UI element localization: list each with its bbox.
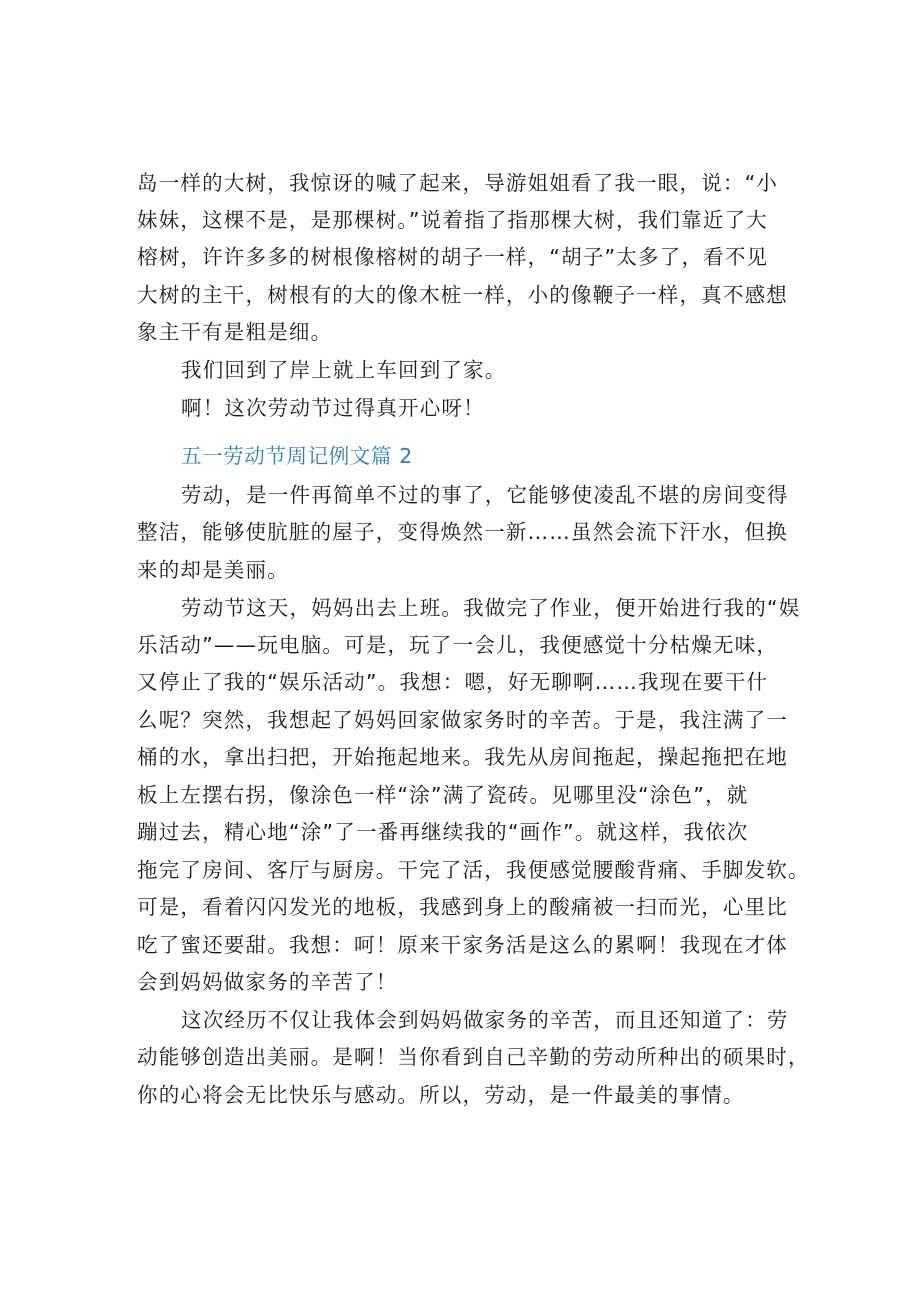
paragraph-2: 我们回到了岸上就上车回到了家。 bbox=[181, 358, 507, 382]
paragraph-1-line-5: 象主干有是粗是细。 bbox=[137, 320, 333, 344]
paragraph-1-line-4: 大树的主干，树根有的大的像木桩一样，小的像鞭子一样，真不感想 bbox=[137, 283, 788, 307]
paragraph-4-line-3: 来的却是美丽。 bbox=[137, 558, 289, 582]
paragraph-6-line-2: 动能够创造出美丽。是啊！当你看到自己辛勤的劳动所种出的硕果时， bbox=[137, 1045, 810, 1069]
paragraph-5-line-4: 么呢？突然，我想起了妈妈回家做家务时的辛苦。于是，我注满了一 bbox=[137, 708, 788, 732]
paragraph-5-line-6: 板上左摆右拐，像涂色一样“涂”满了瓷砖。见哪里没“涂色”，就 bbox=[137, 783, 749, 807]
paragraph-5-line-5: 桶的水，拿出扫把，开始拖起地来。我先从房间拖起，操起拖把在地 bbox=[137, 745, 788, 769]
paragraph-5-line-10: 吃了蜜还要甜。我想：呵！原来干家务活是这么的累啊！我现在才体 bbox=[137, 933, 788, 957]
paragraph-1-line-2: 妹妹，这棵不是，是那棵树。”说着指了指那棵大树，我们靠近了大 bbox=[137, 208, 768, 232]
paragraph-5-line-2: 乐活动”——玩电脑。可是，玩了一会儿，我便感觉十分枯燥无味， bbox=[137, 633, 779, 657]
section-heading: 五一劳动节周记例文篇 2 bbox=[181, 444, 413, 468]
paragraph-5-line-3: 又停止了我的“娱乐活动”。我想：嗯，好无聊啊……我现在要干什 bbox=[137, 670, 769, 694]
paragraph-4-line-2: 整洁，能够使肮脏的屋子，变得焕然一新……虽然会流下汗水，但换 bbox=[137, 520, 788, 544]
paragraph-5-line-7: 蹦过去，精心地“涂”了一番再继续我的“画作”。就这样，我依次 bbox=[137, 820, 749, 844]
paragraph-5-line-1: 劳动节这天，妈妈出去上班。我做完了作业，便开始进行我的“娱 bbox=[181, 596, 801, 620]
paragraph-6-line-3: 你的心将会无比快乐与感动。所以，劳动，是一件最美的事情。 bbox=[137, 1083, 745, 1107]
paragraph-1-line-3: 榕树，许许多多的树根像榕树的胡子一样，“胡子”太多了，看不见 bbox=[137, 245, 769, 269]
paragraph-3: 啊！这次劳动节过得真开心呀！ bbox=[181, 396, 485, 420]
paragraph-1-line-1: 岛一样的大树，我惊讶的喊了起来，导游姐姐看了我一眼，说：“小 bbox=[137, 171, 779, 195]
paragraph-5-line-8: 拖完了房间、客厅与厨房。干完了活，我便感觉腰酸背痛、手脚发软。 bbox=[137, 858, 810, 882]
paragraph-6-line-1: 这次经历不仅让我体会到妈妈做家务的辛苦，而且还知道了：劳 bbox=[181, 1008, 789, 1032]
paragraph-4-line-1: 劳动，是一件再简单不过的事了，它能够使凌乱不堪的房间变得 bbox=[181, 483, 789, 507]
paragraph-5-line-11: 会到妈妈做家务的辛苦了！ bbox=[137, 970, 398, 994]
paragraph-5-line-9: 可是，看着闪闪发光的地板，我感到身上的酸痛被一扫而光，心里比 bbox=[137, 895, 788, 919]
